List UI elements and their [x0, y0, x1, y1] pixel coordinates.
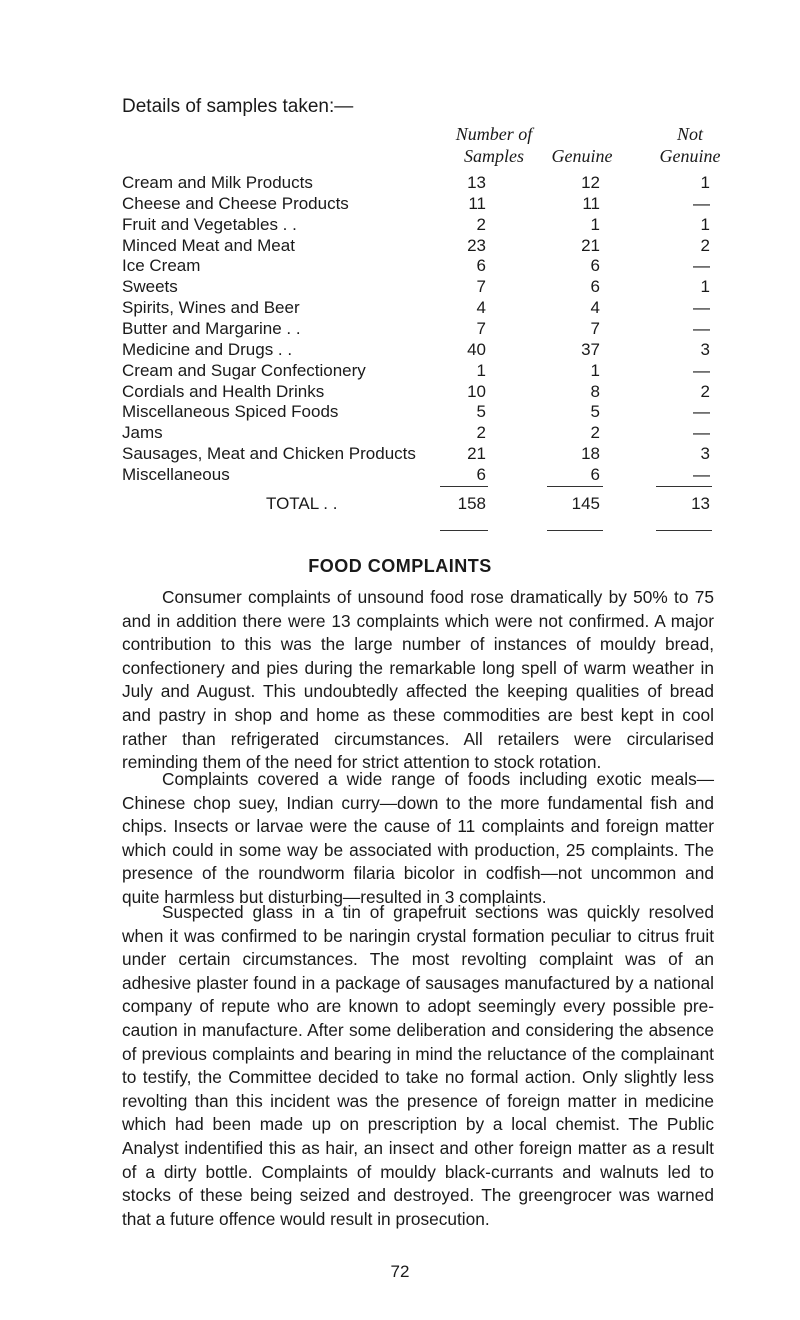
section-title: FOOD COMPLAINTS	[308, 556, 492, 576]
row-label: Butter and Margarine . .	[122, 318, 301, 338]
row-samples: 6	[476, 464, 486, 484]
row-label: Cream and Milk Products	[122, 173, 313, 192]
row-not-genuine: —	[693, 402, 710, 422]
intro-text: Details of samples taken:—	[122, 96, 354, 117]
row-label: Minced Meat and Meat	[122, 235, 295, 255]
row-genuine: 5	[590, 402, 600, 422]
column-header-genuine: Genuine	[551, 146, 613, 166]
row-samples: 5	[476, 402, 486, 422]
row-not-genuine: 2	[700, 381, 710, 401]
row-samples: 1	[476, 360, 486, 380]
row-label: Fruit and Vegetables . .	[122, 214, 297, 234]
column-header-samples-line1: Number of	[455, 124, 533, 144]
row-samples: 7	[476, 277, 486, 297]
row-label: Ice Cream	[122, 256, 201, 276]
row-label: Cream and Sugar Confectionery	[122, 360, 366, 380]
total-genuine: 145	[571, 494, 600, 513]
row-not-genuine: —	[693, 464, 710, 484]
paragraph-3: Suspected glass in a tin of grapefruit sections was quickly resolved when it was confirmed to be naringin crystal formation peculiar to citrus fruit under certain circumstances. The most revolting complaint was of an adhesive plaster found in a package of sausages manufactured by a national company of repute who are known to adopt seemingly every possible pre-caution in manufacture. After some deliberation and considering the absence of previous complaints and bearing in mind the reluctance of the complainant to testify, the Committee decided to take no formal action. Only slightly less revolting than this incident was the presence of foreign matter in medicine which had been made up on prescription by a local chemist. The Public Analyst indentified this as hair, an insect and other foreign matter as a result of a dirty bottle. Complaints of mouldy black-currants and walnuts led to stocks of these being seized and destroyed. The greengrocer was warned that a future offence would result in prosecution.	[122, 902, 714, 1229]
row-label: Jams	[122, 423, 163, 443]
total-samples: 158	[457, 494, 486, 513]
row-genuine: 6	[590, 256, 600, 276]
row-samples: 23	[467, 235, 486, 255]
row-samples: 4	[476, 298, 486, 318]
row-not-genuine: 3	[700, 444, 710, 464]
total-rule-bottom-not-genuine	[656, 530, 712, 531]
total-rule-bottom-genuine	[547, 530, 603, 531]
paragraph-2: Complaints covered a wide range of foods including exotic meals—Chinese chop suey, Indian curry—down to the more fundamental fish and chips. Insects or larvae were the cause of 11 complaints and foreign matter which could in some way be associated with production, 25 complaints. The presence of the roundworm filaria bicolor in codfish—not uncommon and quite harmless but disturbing—resulted in 3 complaints.	[122, 769, 714, 907]
total-row	[0, 494, 800, 518]
column-header-not-genuine	[620, 123, 760, 167]
row-samples: 13	[467, 173, 486, 192]
row-genuine: 18	[581, 444, 600, 464]
column-header-samples-line2: Samples	[464, 146, 524, 166]
row-not-genuine: —	[693, 256, 710, 276]
row-not-genuine: —	[693, 193, 710, 213]
total-rule-bottom-samples	[440, 530, 488, 531]
row-label: Medicine and Drugs . .	[122, 339, 293, 359]
row-label: Cordials and Health Drinks	[122, 381, 325, 401]
total-rule-top-samples	[440, 486, 488, 487]
row-not-genuine: 1	[700, 173, 710, 192]
row-label: Spirits, Wines and Beer	[122, 298, 300, 318]
row-label: Miscellaneous Spiced Foods	[122, 402, 339, 422]
row-label: Sausages, Meat and Chicken Products	[122, 444, 416, 464]
column-header-not-genuine-line1: Not	[676, 124, 703, 144]
row-label: Cheese and Cheese Products	[122, 193, 349, 213]
row-samples: 2	[476, 214, 486, 234]
row-genuine: 12	[581, 173, 600, 192]
row-genuine: 11	[582, 193, 600, 213]
row-label: Sweets	[122, 277, 178, 297]
row-genuine: 7	[590, 318, 600, 338]
row-genuine: 6	[590, 464, 600, 484]
row-not-genuine: 2	[700, 235, 710, 255]
row-samples: 40	[467, 339, 486, 359]
row-genuine: 2	[590, 423, 600, 443]
total-rule-top-not-genuine	[656, 486, 712, 487]
row-samples: 6	[476, 256, 486, 276]
total-rule-top-genuine	[547, 486, 603, 487]
row-label: Miscellaneous	[122, 464, 230, 484]
row-not-genuine: —	[693, 318, 710, 338]
row-genuine: 1	[590, 214, 600, 234]
row-genuine: 4	[590, 298, 600, 318]
row-genuine: 6	[590, 277, 600, 297]
row-not-genuine: 1	[700, 277, 710, 297]
row-samples: 11	[468, 193, 486, 213]
row-not-genuine: 3	[700, 339, 710, 359]
row-samples: 2	[476, 423, 486, 443]
row-samples: 10	[467, 381, 486, 401]
row-genuine: 1	[590, 360, 600, 380]
row-samples: 7	[476, 318, 486, 338]
column-header-not-genuine-line2: Genuine	[659, 146, 721, 166]
row-genuine: 21	[581, 235, 600, 255]
row-not-genuine: —	[693, 360, 710, 380]
row-samples: 21	[467, 444, 486, 464]
row-genuine: 37	[581, 339, 600, 359]
row-not-genuine: 1	[700, 214, 710, 234]
total-label: TOTAL . .	[266, 494, 338, 513]
row-not-genuine: —	[693, 423, 710, 443]
row-genuine: 8	[590, 381, 600, 401]
page-number: 72	[390, 1262, 410, 1281]
row-not-genuine: —	[693, 298, 710, 318]
paragraph-1: Consumer complaints of unsound food rose dramatically by 50% to 75 and in addition there were 13 complaints which were not confirmed. A major contribution to this was the large number of instances of mouldy bread, confectionery and pies during the remarkable long spell of warm weather in July and August. This undoubtedly affected the keeping qualities of bread and pastry in shop and home as these commodities are best kept in cool rather than refrigerated circumstances. All retailers were circularised reminding them of the need for strict attention to stock rotation.	[122, 587, 714, 773]
total-not-genuine: 13	[691, 494, 710, 513]
